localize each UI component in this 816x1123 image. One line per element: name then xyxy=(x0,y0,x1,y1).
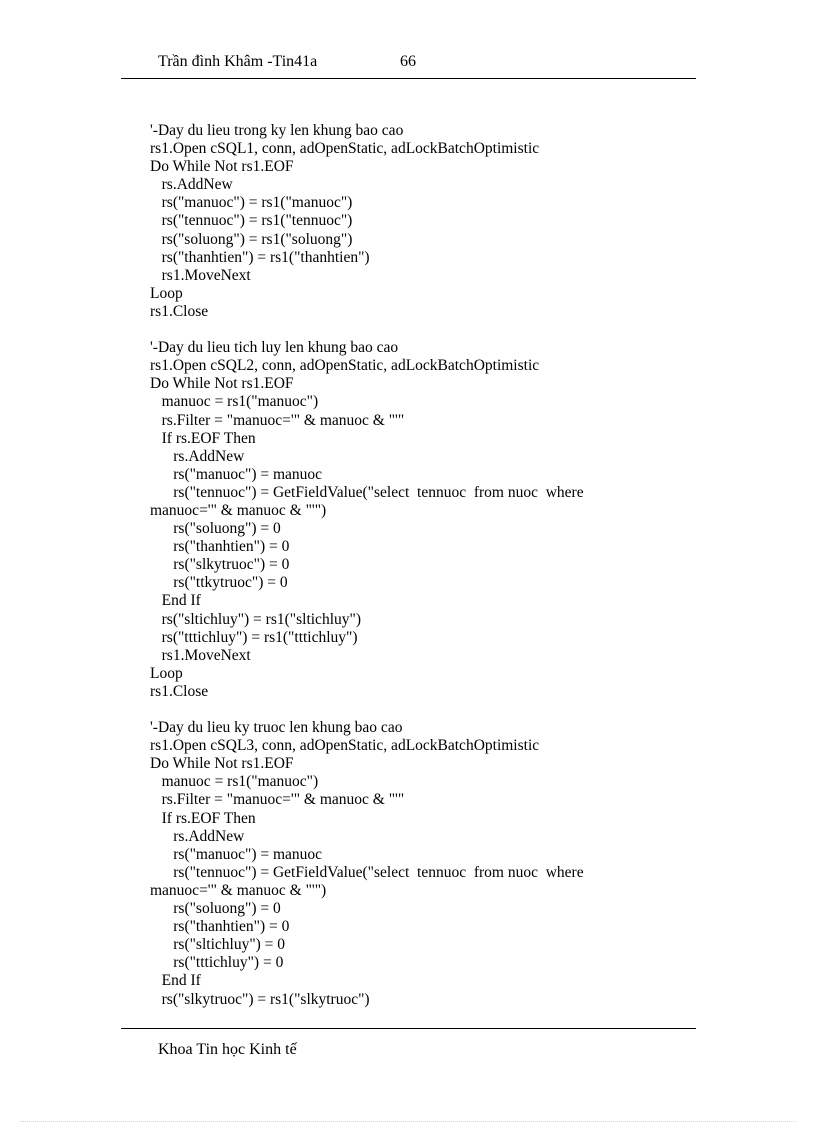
code-line: rs("soluong") = 0 xyxy=(150,520,281,538)
code-line: rs1.MoveNext xyxy=(150,266,251,284)
code-line: rs("soluong") = 0 xyxy=(150,900,281,918)
code-line: Loop xyxy=(150,664,183,682)
code-listing xyxy=(150,122,710,1009)
code-line: Do While Not rs1.EOF xyxy=(150,375,294,393)
code-line: End If xyxy=(150,592,201,610)
code-line: rs("slkytruoc") = 0 xyxy=(150,556,290,574)
footer-divider xyxy=(121,1028,696,1029)
code-line: rs("tennuoc") = GetFieldValue("select tennuoc from nuoc where xyxy=(150,483,584,501)
code-line: rs("tennuoc") = rs1("tennuoc") xyxy=(150,212,353,230)
code-line: manuoc = rs1("manuoc") xyxy=(150,393,319,411)
code-line: If rs.EOF Then xyxy=(150,809,256,827)
footer-text: Khoa Tin học Kinh tế xyxy=(158,1041,297,1058)
code-line: If rs.EOF Then xyxy=(150,429,256,447)
header-author: Trần đình Khâm -Tin41a xyxy=(158,53,318,70)
code-line: rs("manuoc") = manuoc xyxy=(150,465,323,483)
code-line: rs("tttichluy") = rs1("tttichluy") xyxy=(150,628,358,646)
code-line: rs.AddNew xyxy=(150,827,245,845)
code-line: rs("thanhtien") = 0 xyxy=(150,538,290,556)
code-line: rs1.MoveNext xyxy=(150,646,251,664)
code-line: rs1.Open cSQL1, conn, adOpenStatic, adLockBatchOptimistic xyxy=(150,140,540,158)
code-line: rs.AddNew xyxy=(150,176,233,194)
code-line: rs("manuoc") = rs1("manuoc") xyxy=(150,194,353,212)
page-number: 66 xyxy=(400,53,416,70)
code-line: '-Day du lieu tich luy len khung bao cao xyxy=(150,339,399,357)
code-line: '-Day du lieu trong ky len khung bao cao xyxy=(150,122,404,139)
code-line: '-Day du lieu ky truoc len khung bao cao xyxy=(150,719,403,737)
code-line: rs("slkytruoc") = rs1("slkytruoc") xyxy=(150,990,370,1008)
code-line: rs("soluong") = rs1("soluong") xyxy=(150,230,353,248)
code-line xyxy=(150,701,710,719)
code-line: manuoc = rs1("manuoc") xyxy=(150,773,319,791)
code-line: Loop xyxy=(150,284,183,302)
page-edge xyxy=(20,1121,796,1122)
code-line: rs1.Open cSQL3, conn, adOpenStatic, adLockBatchOptimistic xyxy=(150,737,540,755)
code-line: rs("sltichluy") = 0 xyxy=(150,936,286,954)
code-line: rs("ttkytruoc") = 0 xyxy=(150,574,288,592)
code-line: manuoc='" & manuoc & "'") xyxy=(150,881,327,899)
code-line: End If xyxy=(150,972,201,990)
code-line: rs("tttichluy") = 0 xyxy=(150,954,284,972)
code-line xyxy=(150,321,710,339)
code-line: rs("thanhtien") = 0 xyxy=(150,918,290,936)
code-line: Do While Not rs1.EOF xyxy=(150,755,294,773)
header-divider xyxy=(121,78,696,79)
code-line: rs.AddNew xyxy=(150,447,245,465)
code-line: rs1.Close xyxy=(150,682,209,700)
code-line: rs.Filter = "manuoc='" & manuoc & "'" xyxy=(150,411,405,429)
code-line: rs("sltichluy") = rs1("sltichluy") xyxy=(150,610,361,628)
code-line: rs("manuoc") = manuoc xyxy=(150,845,323,863)
code-line: rs.Filter = "manuoc='" & manuoc & "'" xyxy=(150,791,405,809)
code-line: rs1.Close xyxy=(150,302,209,320)
code-line: manuoc='" & manuoc & "'") xyxy=(150,501,327,519)
code-line: rs1.Open cSQL2, conn, adOpenStatic, adLockBatchOptimistic xyxy=(150,357,540,375)
code-line: rs("thanhtien") = rs1("thanhtien") xyxy=(150,248,370,266)
code-line: rs("tennuoc") = GetFieldValue("select tennuoc from nuoc where xyxy=(150,863,584,881)
code-line: Do While Not rs1.EOF xyxy=(150,158,294,176)
